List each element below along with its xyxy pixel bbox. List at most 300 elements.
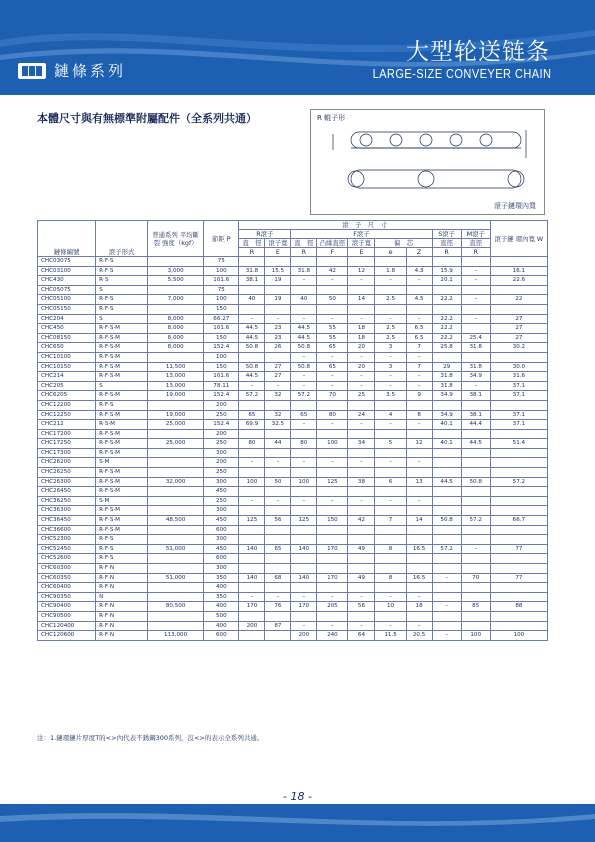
- table-cell: –: [461, 544, 490, 554]
- table-cell: [432, 468, 461, 478]
- table-cell: [461, 304, 490, 314]
- table-cell: –: [239, 496, 265, 506]
- table-cell: 50.8: [291, 343, 317, 353]
- model-cell: CHC12200: [38, 400, 96, 410]
- table-cell: 8,000: [148, 333, 204, 343]
- table-cell: –: [375, 276, 406, 286]
- table-cell: [490, 611, 547, 621]
- table-cell: [432, 506, 461, 516]
- table-cell: [265, 429, 291, 439]
- table-row: [38, 372, 548, 382]
- table-cell: –: [265, 381, 291, 391]
- table-cell: [239, 400, 265, 410]
- table-cell: [461, 257, 490, 267]
- table-cell: [239, 535, 265, 545]
- table-cell: 10: [375, 602, 406, 612]
- table-cell: [317, 487, 348, 497]
- table-row: [38, 420, 548, 430]
- table-cell: 57.2: [291, 391, 317, 401]
- col-header-inner-width: 滾子鏈 環內寬 W: [490, 221, 547, 257]
- table-cell: 22.2: [432, 295, 461, 305]
- sub-header-r: R: [239, 248, 265, 257]
- table-cell: [375, 564, 406, 574]
- table-cell: 101.6: [204, 324, 239, 334]
- company-logo-icon: [18, 63, 46, 79]
- table-cell: [461, 621, 490, 631]
- table-cell: [317, 554, 348, 564]
- sub-header-r: R: [432, 248, 461, 257]
- table-cell: –: [348, 592, 375, 602]
- table-cell: 18: [348, 333, 375, 343]
- table-cell: [490, 429, 547, 439]
- table-cell: 12: [348, 266, 375, 276]
- table-cell: [265, 285, 291, 295]
- table-cell: 200: [204, 458, 239, 468]
- table-cell: 200: [204, 429, 239, 439]
- table-cell: [432, 535, 461, 545]
- table-cell: [461, 506, 490, 516]
- table-cell: –: [406, 621, 432, 631]
- table-cell: 3.5: [375, 391, 406, 401]
- table-row: [38, 516, 548, 526]
- table-cell: R·F·S·M: [96, 343, 148, 353]
- table-cell: R·F·S·M: [96, 410, 148, 420]
- table-cell: 69.9: [239, 420, 265, 430]
- col-header-m-dia: 直徑: [461, 239, 490, 248]
- table-cell: 152.4: [204, 420, 239, 430]
- page-title-cn: 大型轮送链条: [406, 39, 550, 65]
- table-cell: S·M: [96, 458, 148, 468]
- table-cell: [148, 468, 204, 478]
- table-row: [38, 314, 548, 324]
- table-cell: 19,000: [148, 391, 204, 401]
- table-cell: 51,000: [148, 573, 204, 583]
- table-cell: 51,000: [148, 544, 204, 554]
- table-cell: [490, 496, 547, 506]
- table-cell: [348, 611, 375, 621]
- table-cell: –: [291, 381, 317, 391]
- table-cell: [461, 285, 490, 295]
- table-cell: [348, 554, 375, 564]
- table-cell: –: [432, 602, 461, 612]
- table-cell: 200: [204, 400, 239, 410]
- table-cell: [461, 525, 490, 535]
- table-cell: 44.5: [239, 333, 265, 343]
- table-cell: 2.5: [375, 324, 406, 334]
- table-cell: [461, 352, 490, 362]
- table-cell: 22: [490, 295, 547, 305]
- model-cell: CHC212: [38, 420, 96, 430]
- table-cell: [265, 554, 291, 564]
- table-cell: 125: [239, 516, 265, 526]
- table-cell: 65: [265, 544, 291, 554]
- table-cell: R·S: [96, 276, 148, 286]
- table-cell: 40.1: [432, 420, 461, 430]
- table-cell: [375, 554, 406, 564]
- table-cell: 600: [204, 525, 239, 535]
- table-cell: R·F·N: [96, 611, 148, 621]
- table-cell: R·F·S·M: [96, 468, 148, 478]
- table-cell: [406, 506, 432, 516]
- table-cell: 42: [317, 266, 348, 276]
- footer-wave-decoration: [0, 804, 595, 842]
- table-cell: 75: [204, 257, 239, 267]
- table-cell: 27: [490, 314, 547, 324]
- table-cell: –: [406, 420, 432, 430]
- table-cell: [317, 535, 348, 545]
- table-cell: –: [432, 573, 461, 583]
- model-cell: CHC6205: [38, 391, 96, 401]
- table-cell: –: [348, 458, 375, 468]
- table-cell: [348, 304, 375, 314]
- table-cell: 76: [265, 602, 291, 612]
- table-cell: 56: [348, 602, 375, 612]
- table-cell: 100: [461, 631, 490, 641]
- table-cell: –: [406, 592, 432, 602]
- table-cell: 100: [239, 477, 265, 487]
- model-cell: CHC36450: [38, 516, 96, 526]
- table-cell: 32: [265, 391, 291, 401]
- table-cell: –: [291, 458, 317, 468]
- table-cell: [291, 429, 317, 439]
- model-cell: CHC90500: [38, 611, 96, 621]
- table-cell: –: [406, 381, 432, 391]
- model-cell: CHC120600: [38, 631, 96, 641]
- table-cell: 27: [265, 362, 291, 372]
- table-cell: 77: [490, 544, 547, 554]
- table-cell: R·F·S·M: [96, 391, 148, 401]
- table-cell: 240: [317, 631, 348, 641]
- table-cell: 600: [204, 631, 239, 641]
- table-cell: 24: [348, 410, 375, 420]
- table-cell: [348, 257, 375, 267]
- table-cell: 100: [317, 439, 348, 449]
- table-cell: R·F·N: [96, 573, 148, 583]
- table-cell: 80: [239, 439, 265, 449]
- model-cell: CHC60300: [38, 564, 96, 574]
- table-cell: [432, 400, 461, 410]
- table-cell: 14: [348, 295, 375, 305]
- table-cell: 85: [461, 602, 490, 612]
- table-cell: [239, 448, 265, 458]
- table-cell: 37.1: [490, 381, 547, 391]
- table-cell: 27: [265, 372, 291, 382]
- table-cell: –: [291, 592, 317, 602]
- table-cell: 125: [317, 477, 348, 487]
- table-cell: 44: [265, 439, 291, 449]
- table-row: [38, 611, 548, 621]
- table-cell: [490, 506, 547, 516]
- table-cell: 11.5: [375, 631, 406, 641]
- table-cell: [348, 400, 375, 410]
- table-cell: 48,500: [148, 516, 204, 526]
- table-cell: [406, 554, 432, 564]
- table-cell: 57.2: [461, 516, 490, 526]
- table-cell: 7: [406, 362, 432, 372]
- col-header-f-dia: 直 徑: [291, 239, 317, 248]
- table-row: [38, 343, 548, 353]
- table-cell: [148, 304, 204, 314]
- table-cell: 80,500: [148, 602, 204, 612]
- table-cell: 15.5: [265, 266, 291, 276]
- table-cell: 152.4: [204, 343, 239, 353]
- table-cell: 65: [317, 362, 348, 372]
- table-cell: [265, 257, 291, 267]
- table-cell: [461, 592, 490, 602]
- table-row: [38, 592, 548, 602]
- table-cell: [265, 611, 291, 621]
- footnote: 注：1.鏈環鏈片厚度T的<>內代表不銹鋼300系列，沒<>的表示全系列共通。: [37, 734, 264, 742]
- table-cell: 250: [204, 410, 239, 420]
- table-cell: [432, 257, 461, 267]
- table-cell: –: [265, 458, 291, 468]
- table-cell: [265, 631, 291, 641]
- table-row: [38, 295, 548, 305]
- table-cell: [291, 535, 317, 545]
- model-cell: CHC17300: [38, 448, 96, 458]
- table-cell: [375, 257, 406, 267]
- table-cell: 57.2: [432, 544, 461, 554]
- table-cell: 56: [265, 516, 291, 526]
- table-cell: 14: [406, 516, 432, 526]
- table-cell: [406, 304, 432, 314]
- table-cell: 16.1: [490, 266, 547, 276]
- sub-header-r: R: [291, 248, 317, 257]
- table-cell: [265, 525, 291, 535]
- table-cell: R·F·S: [96, 257, 148, 267]
- table-cell: –: [348, 352, 375, 362]
- table-row: [38, 477, 548, 487]
- table-cell: 200: [291, 631, 317, 641]
- brand: [18, 60, 126, 81]
- table-cell: [291, 525, 317, 535]
- table-cell: [148, 592, 204, 602]
- table-row: [38, 400, 548, 410]
- col-header-r-dia: 直 徑: [239, 239, 265, 248]
- table-cell: 100: [291, 477, 317, 487]
- model-cell: CHC60350: [38, 573, 96, 583]
- table-cell: [461, 468, 490, 478]
- table-cell: R·F·S·M: [96, 439, 148, 449]
- table-cell: 55: [317, 324, 348, 334]
- table-cell: 44.5: [239, 372, 265, 382]
- table-cell: –: [461, 381, 490, 391]
- table-cell: [291, 506, 317, 516]
- table-row: [38, 554, 548, 564]
- table-cell: [406, 564, 432, 574]
- table-cell: 18: [406, 602, 432, 612]
- table-cell: [239, 583, 265, 593]
- table-cell: 15.9: [432, 266, 461, 276]
- table-cell: [348, 487, 375, 497]
- table-row: [38, 257, 548, 267]
- table-cell: 3: [375, 343, 406, 353]
- table-cell: –: [317, 420, 348, 430]
- brand-series-label: 鏈條系列: [54, 62, 127, 80]
- table-cell: 20: [348, 343, 375, 353]
- table-cell: –: [375, 420, 406, 430]
- table-cell: 4: [375, 410, 406, 420]
- table-cell: 55: [317, 333, 348, 343]
- table-cell: [148, 554, 204, 564]
- table-cell: [490, 583, 547, 593]
- table-cell: 8,000: [148, 343, 204, 353]
- table-cell: [348, 429, 375, 439]
- model-cell: CHC17250: [38, 439, 96, 449]
- table-cell: [291, 487, 317, 497]
- table-row: [38, 304, 548, 314]
- table-cell: [461, 554, 490, 564]
- table-cell: 51.4: [490, 439, 547, 449]
- table-cell: 22.2: [432, 314, 461, 324]
- table-cell: [432, 611, 461, 621]
- model-cell: CHC650: [38, 343, 96, 353]
- table-row: [38, 525, 548, 535]
- table-cell: 3: [375, 362, 406, 372]
- table-cell: R·F·S: [96, 400, 148, 410]
- table-cell: R·F·S·M: [96, 324, 148, 334]
- table-cell: –: [375, 592, 406, 602]
- table-row: [38, 410, 548, 420]
- table-cell: 32,000: [148, 477, 204, 487]
- table-cell: [148, 496, 204, 506]
- table-cell: –: [317, 592, 348, 602]
- table-cell: [291, 468, 317, 478]
- table-cell: [461, 400, 490, 410]
- table-cell: 13,000: [148, 381, 204, 391]
- table-cell: [406, 535, 432, 545]
- table-cell: [317, 611, 348, 621]
- table-cell: [461, 458, 490, 468]
- page-header: [0, 0, 595, 95]
- table-cell: 40: [239, 295, 265, 305]
- table-cell: 5,500: [148, 276, 204, 286]
- table-cell: [348, 285, 375, 295]
- table-cell: [317, 304, 348, 314]
- table-cell: 50: [265, 477, 291, 487]
- table-cell: 170: [317, 544, 348, 554]
- table-cell: [291, 400, 317, 410]
- table-cell: [317, 583, 348, 593]
- table-cell: R·F·S: [96, 544, 148, 554]
- table-cell: [461, 611, 490, 621]
- table-cell: [432, 564, 461, 574]
- table-cell: [317, 257, 348, 267]
- table-cell: [148, 525, 204, 535]
- table-cell: 27: [490, 333, 547, 343]
- table-cell: S·M: [96, 496, 148, 506]
- table-row: [38, 448, 548, 458]
- table-cell: 26: [265, 343, 291, 353]
- table-cell: 6.5: [406, 324, 432, 334]
- table-cell: 44.4: [461, 420, 490, 430]
- page-number: - 18 -: [283, 790, 312, 803]
- table-cell: [317, 564, 348, 574]
- table-cell: S: [96, 381, 148, 391]
- table-cell: 16.5: [406, 544, 432, 554]
- table-cell: –: [317, 372, 348, 382]
- table-cell: [317, 506, 348, 516]
- table-cell: [432, 554, 461, 564]
- section-title: 本體尺寸與有無標準附屬配件（全系列共通）: [37, 112, 257, 125]
- table-cell: –: [375, 381, 406, 391]
- table-cell: [432, 592, 461, 602]
- table-cell: –: [406, 352, 432, 362]
- table-row: [38, 631, 548, 641]
- model-cell: CHC17200: [38, 429, 96, 439]
- col-header-r-width: 滾子寬: [265, 239, 291, 248]
- table-cell: [406, 525, 432, 535]
- table-cell: –: [461, 314, 490, 324]
- table-cell: 31.8: [461, 343, 490, 353]
- table-cell: 25.4: [461, 333, 490, 343]
- table-cell: [148, 458, 204, 468]
- table-cell: 200: [239, 621, 265, 631]
- table-cell: R·F·N: [96, 602, 148, 612]
- table-cell: R·F·S·M: [96, 333, 148, 343]
- table-cell: [406, 487, 432, 497]
- table-cell: 78.11: [204, 381, 239, 391]
- model-cell: CHC204: [38, 314, 96, 324]
- table-cell: –: [406, 458, 432, 468]
- table-cell: –: [317, 381, 348, 391]
- table-cell: –: [317, 276, 348, 286]
- table-cell: R·F·N: [96, 583, 148, 593]
- table-cell: [317, 468, 348, 478]
- model-cell: CHC26200: [38, 458, 96, 468]
- table-cell: [432, 458, 461, 468]
- table-cell: 77: [490, 573, 547, 583]
- table-cell: 65: [317, 343, 348, 353]
- table-cell: 13,000: [148, 372, 204, 382]
- table-cell: [348, 448, 375, 458]
- table-cell: [265, 506, 291, 516]
- table-cell: S: [96, 314, 148, 324]
- table-cell: 170: [291, 602, 317, 612]
- table-cell: 250: [204, 496, 239, 506]
- table-cell: 100: [490, 631, 547, 641]
- table-cell: 250: [204, 468, 239, 478]
- model-cell: CHC36250: [38, 496, 96, 506]
- table-cell: 125: [291, 516, 317, 526]
- table-cell: [317, 429, 348, 439]
- chain-drawing: [311, 110, 544, 214]
- table-cell: 13: [406, 477, 432, 487]
- table-cell: 88: [490, 602, 547, 612]
- table-cell: 140: [291, 544, 317, 554]
- table-cell: R·F·S·M: [96, 516, 148, 526]
- table-cell: 3,000: [148, 266, 204, 276]
- table-cell: 65: [291, 410, 317, 420]
- table-cell: R·F·N: [96, 621, 148, 631]
- table-cell: [348, 506, 375, 516]
- table-cell: –: [375, 458, 406, 468]
- table-cell: –: [239, 592, 265, 602]
- table-cell: –: [291, 496, 317, 506]
- table-cell: –: [291, 314, 317, 324]
- table-cell: 68: [265, 573, 291, 583]
- table-row: [38, 333, 548, 343]
- table-cell: 150: [204, 304, 239, 314]
- table-cell: [432, 304, 461, 314]
- table-cell: 30.2: [490, 343, 547, 353]
- table-cell: 80: [291, 439, 317, 449]
- col-header-f-width: 滾子寬: [348, 239, 375, 248]
- table-cell: S: [96, 285, 148, 295]
- table-cell: 4.5: [406, 295, 432, 305]
- model-cell: CHC03100: [38, 266, 96, 276]
- table-cell: 450: [204, 544, 239, 554]
